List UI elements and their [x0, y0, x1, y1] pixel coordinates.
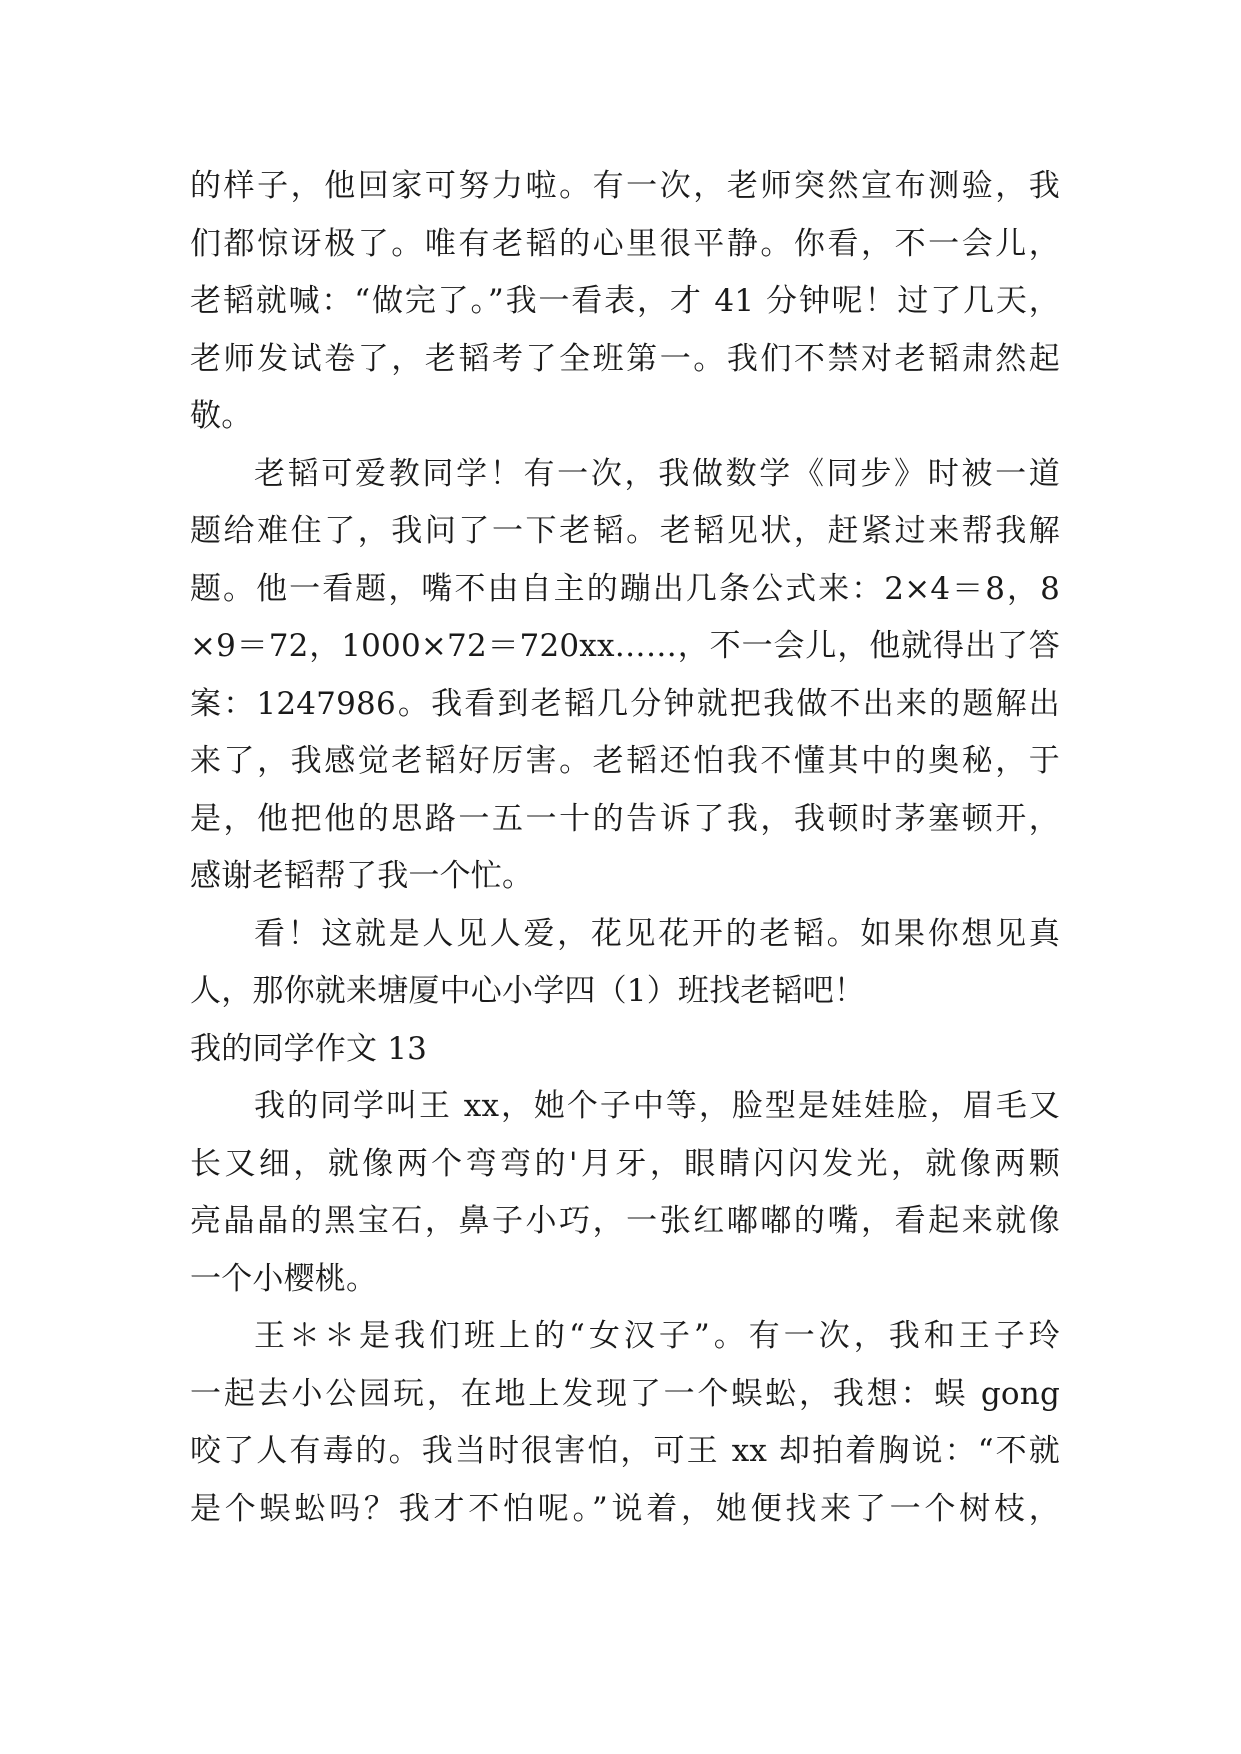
text-line: 咬了人有毒的。我当时很害怕，可王 xx 却拍着胸说：“不就 [190, 1433, 1060, 1469]
text-line: 是个蜈蚣吗？我才不怕呢。”说着，她便找来了一个树枝， [190, 1490, 1060, 1527]
text-line: 我的同学叫王 xx，她个子中等，脸型是娃娃脸，眉毛又 [254, 1088, 1060, 1124]
section-heading: 我的同学作文 13 [190, 1030, 428, 1067]
text-line: 亮晶晶的黑宝石，鼻子小巧，一张红嘟嘟的嘴，看起来就像 [190, 1203, 1060, 1239]
text-line: 老韬可爱教同学！有一次，我做数学《同步》时被一道 [254, 455, 1060, 492]
text-line: 题给难住了，我问了一下老韬。老韬见状，赶紧过来帮我解 [190, 513, 1060, 549]
text-line: 们都惊讶极了。唯有老韬的心里很平静。你看，不一会儿， [190, 225, 1060, 262]
text-line: 来了，我感觉老韬好厉害。老韬还怕我不懂其中的奥秘，于 [190, 743, 1060, 779]
text-line: 人，那你就来塘厦中心小学四（1）班找老韬吧！ [190, 973, 866, 1009]
text-line: 题。他一看题，嘴不由自主的蹦出几条公式来：2×4＝8，8 [190, 570, 1060, 607]
text-line: ×9＝72，1000×72＝720xx……，不一会儿，他就得出了答 [190, 628, 1060, 664]
text-line: 老韬就喊：“做完了。”我一看表，才 41 分钟呢！过了几天， [190, 283, 1060, 319]
text-line: 看！这就是人见人爱，花见花开的老韬。如果你想见真 [254, 915, 1060, 952]
text-line: 是，他把他的思路一五一十的告诉了我，我顿时茅塞顿开， [190, 800, 1060, 837]
text-line: 的样子，他回家可努力啦。有一次，老师突然宣布测验，我 [190, 168, 1060, 204]
text-line: 长又细，就像两个弯弯的'月牙，眼睛闪闪发光，就像两颗 [190, 1145, 1060, 1182]
text-line: 感谢老韬帮了我一个忙。 [190, 858, 534, 894]
text-line: 敬。 [190, 398, 253, 434]
text-line: 老师发试卷了，老韬考了全班第一。我们不禁对老韬肃然起 [190, 340, 1060, 377]
text-line: 王＊＊是我们班上的“女汉子”。有一次，我和王子玲 [254, 1318, 1060, 1354]
document-body [190, 158, 1060, 1538]
text-line: 一个小樱桃。 [190, 1260, 378, 1297]
text-line: 案：1247986。我看到老韬几分钟就把我做不出来的题解出 [190, 685, 1060, 722]
text-line: 一起去小公园玩，在地上发现了一个蜈蚣，我想：蜈 gong [190, 1375, 1060, 1412]
